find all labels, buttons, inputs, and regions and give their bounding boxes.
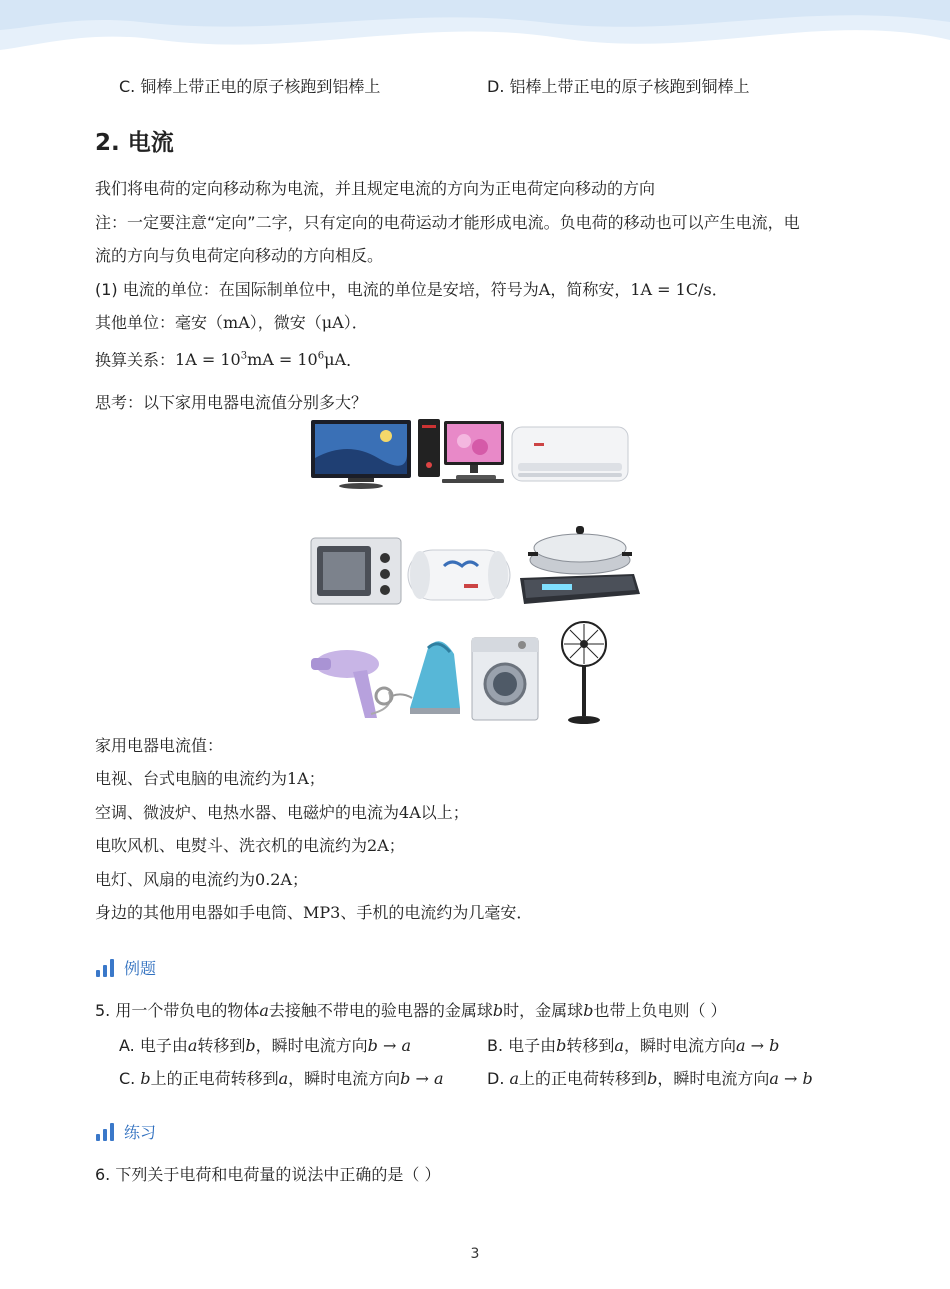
value-line-4: 电灯、风扇的电流约为0.2A；	[95, 870, 309, 889]
header-wave-decoration	[0, 0, 950, 70]
q5-option-c[interactable]: C. b上的正电荷转移到a，瞬时电流方向b → a	[119, 1069, 444, 1088]
value-line-3: 电吹风机、电熨斗、洗衣机的电流约为2A；	[95, 836, 405, 855]
value-line-1: 电视、台式电脑的电流约为1A；	[95, 769, 325, 788]
example-label: 例题	[124, 959, 157, 978]
bar-chart-icon	[96, 1123, 114, 1141]
tv-image	[308, 418, 414, 490]
air-conditioner-image	[510, 423, 630, 489]
washing-machine-image	[470, 636, 540, 722]
example-heading	[96, 956, 156, 979]
think-prompt: 思考：以下家用电器电流值分别多大？	[95, 393, 368, 412]
electric-iron-image	[370, 632, 466, 720]
section-title: 2. 电流	[95, 130, 174, 156]
electric-water-heater-image	[406, 544, 512, 608]
conversion-line: 换算关系：$1A = 10^3mA = 10^6\mu A$．	[95, 350, 363, 370]
q5-option-b[interactable]: B. 电子由b转移到a，瞬时电流方向a → b	[487, 1036, 780, 1055]
bar-chart-icon	[96, 959, 114, 977]
q5-option-a[interactable]: A. 电子由a转移到b，瞬时电流方向b → a	[119, 1036, 412, 1055]
value-line-5: 身边的其他用电器如手电筒、MP3、手机的电流约为几毫安．	[95, 903, 533, 922]
induction-cooker-image	[514, 518, 642, 608]
other-units-line: 其他单位：毫安（mA），微安（μA）．	[95, 313, 368, 332]
value-line-2: 空调、微波炉、电热水器、电磁炉的电流为4A以上；	[95, 803, 469, 822]
option-c-prev: C. 铜棒上带正电的原子核跑到铝棒上	[119, 77, 381, 96]
standing-fan-image	[556, 620, 612, 726]
practice-label: 练习	[124, 1123, 157, 1142]
microwave-oven-image	[309, 534, 403, 610]
practice-heading	[96, 1120, 156, 1143]
page-number: 3	[470, 1246, 480, 1262]
unit-line: (1) 电流的单位：在国际制单位中，电流的单位是安培，符号为A，简称安，1A = 1C/s．	[95, 280, 728, 299]
values-header: 家用电器电流值：	[95, 736, 224, 755]
desktop-computer-image	[416, 417, 508, 485]
note-line-2: 流的方向与负电荷定向移动的方向相反。	[95, 246, 384, 265]
q5-option-d[interactable]: D. a上的正电荷转移到b，瞬时电流方向a → b	[487, 1069, 813, 1088]
note-line-1: 注：一定要注意“定向”二字，只有定向的电荷运动才能形成电流。负电荷的移动也可以产生电流，电	[95, 213, 800, 232]
question-5: 5. 用一个带负电的物体a去接触不带电的验电器的金属球b时，金属球b也带上负电则（ ）	[95, 1001, 727, 1020]
option-d-prev: D. 铝棒上带正电的原子核跑到铜棒上	[487, 77, 750, 96]
question-6: 6. 下列关于电荷和电荷量的说法中正确的是（ ）	[95, 1165, 441, 1184]
intro-text: 我们将电荷的定向移动称为电流，并且规定电流的方向为正电荷定向移动的方向	[95, 179, 656, 198]
